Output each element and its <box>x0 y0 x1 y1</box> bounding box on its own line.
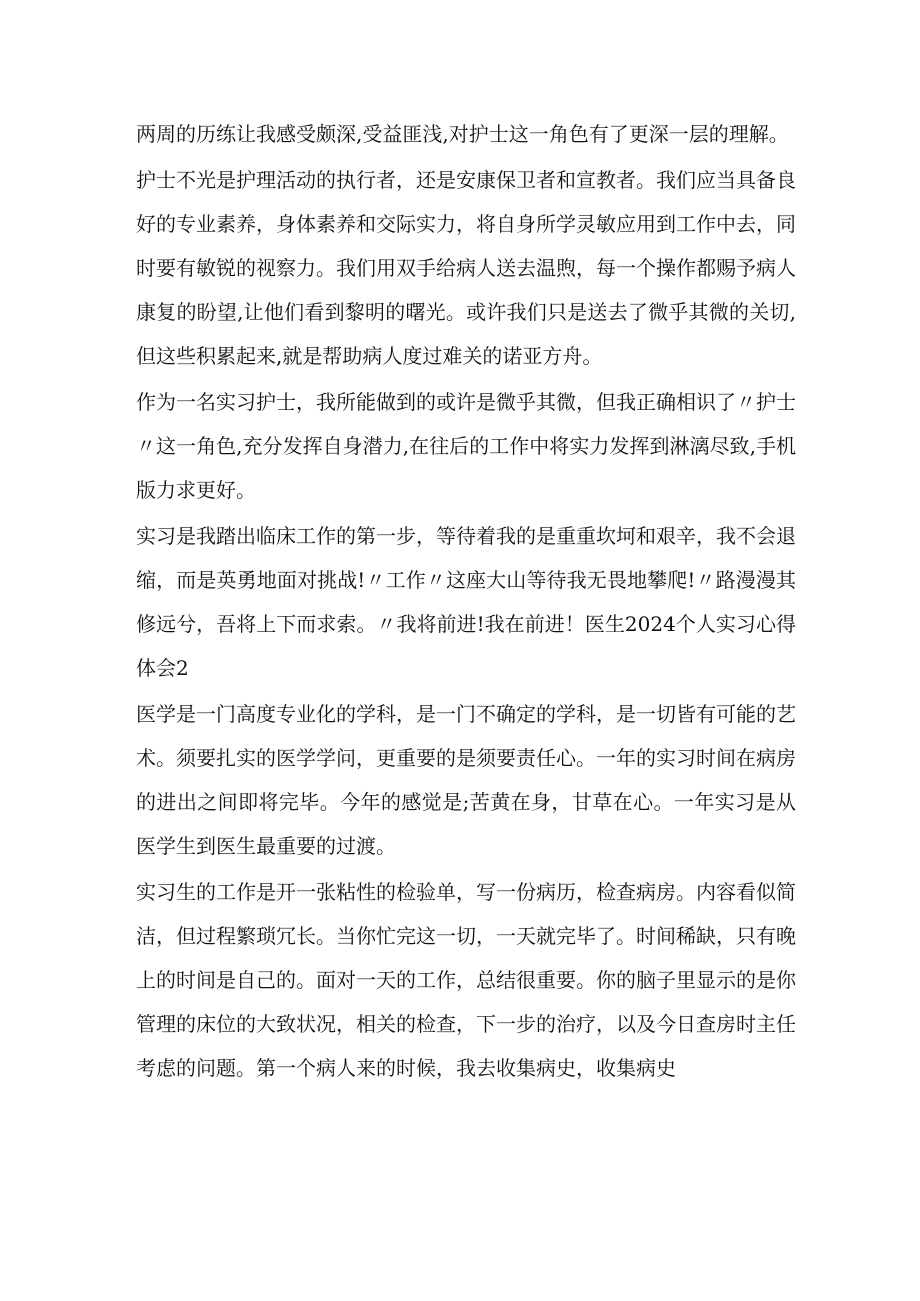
paragraph-5: 医学是一门高度专业化的学科，是一门不确定的学科，是一切皆有可能的艺术。须要扎实的医学学问，更重要的是须要责任心。一年的实习时间在病房的进出之间即将完毕。今年的感觉是;苦黄在身，甘草在心。一年实习是从医学生到医生最重要的过渡。 <box>136 702 796 858</box>
document-body <box>136 112 796 1092</box>
paragraph-3: 作为一名实习护士，我所能做到的或许是微乎其微，但我正确相识了〃护士〃这一角色,充分发挥自身潜力,在往后的工作中将实力发挥到淋漓尽致,手机版力求更好。 <box>136 390 796 502</box>
paragraph-4: 实习是我踏出临床工作的第一步，等待着我的是重重坎坷和艰辛，我不会退缩，而是英勇地面对挑战!〃工作〃这座大山等待我无畏地攀爬!〃路漫漫其修远兮，吾将上下而求索。〃我将前进!我在前进！医生2024个人实习心得体会2 <box>136 524 796 680</box>
paragraph-2: 护士不光是护理活动的执行者，还是安康保卫者和宣教者。我们应当具备良好的专业素养，身体素养和交际实力，将自身所学灵敏应用到工作中去，同时要有敏锐的视察力。我们用双手给病人送去温煦，每一个操作都赐予病人康复的盼望,让他们看到黎明的曙光。或许我们只是送去了微乎其微的关切,但这些积累起来,就是帮助病人度过难关的诺亚方舟。 <box>136 168 796 368</box>
paragraph-1: 两周的历练让我感受颇深,受益匪浅,对护士这一角色有了更深一层的理解。 <box>136 122 789 146</box>
paragraph-6: 实习生的工作是开一张粘性的检验单，写一份病历，检查病房。内容看似简洁，但过程繁琐冗长。当你忙完这一切，一天就完毕了。时间稀缺，只有晚上的时间是自己的。面对一天的工作，总结很重要。你的脑子里显示的是你管理的床位的大致状况，相关的检查，下一步的治疗，以及今日查房时主任考虑的问题。第一个病人来的时候，我去收集病史，收集病史 <box>136 880 796 1080</box>
